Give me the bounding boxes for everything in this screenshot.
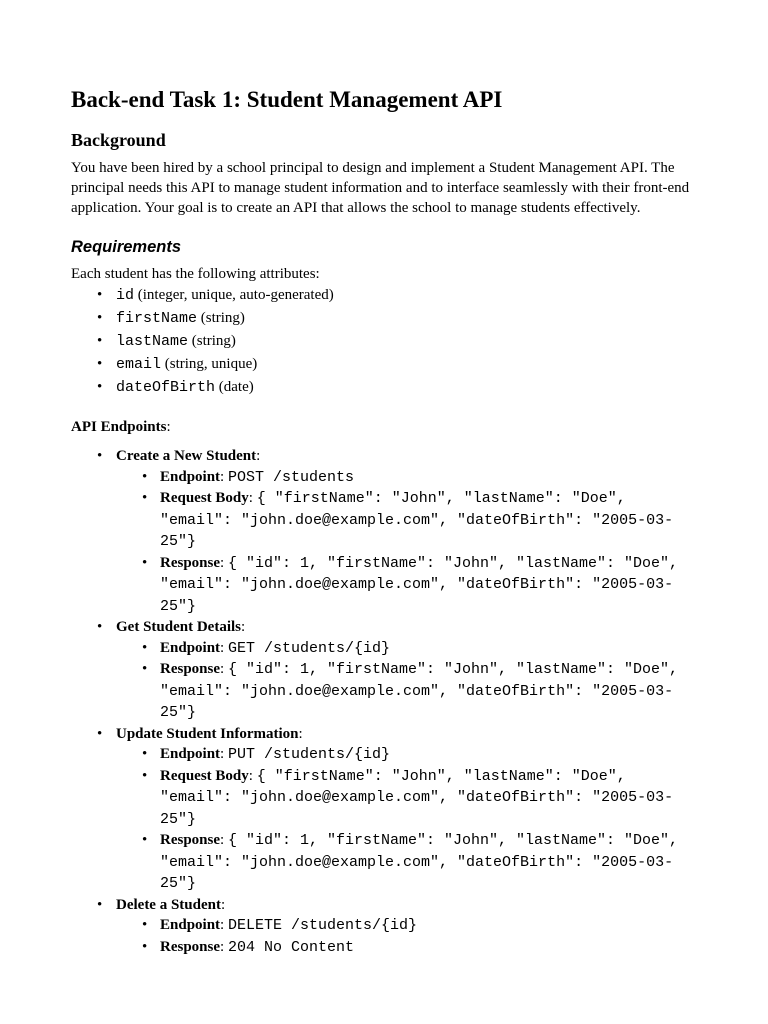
detail-colon: :	[248, 767, 253, 784]
requirements-heading: Requirements	[71, 238, 182, 256]
attribute-name: firstName	[116, 310, 198, 327]
endpoint-detail-list	[116, 638, 701, 724]
endpoint-title-colon: :	[298, 725, 303, 742]
bullet-icon: •	[97, 287, 103, 303]
background-heading: Background	[71, 130, 166, 150]
detail-colon: :	[220, 917, 225, 933]
attribute-desc: (string, unique)	[161, 356, 258, 372]
endpoint-title: Create a New Student	[116, 448, 257, 464]
detail-label: Request Body	[160, 490, 249, 506]
attribute-item	[71, 307, 701, 330]
api-endpoints-heading	[71, 417, 701, 437]
endpoint-detail-item	[116, 744, 680, 766]
detail-label: Endpoint	[160, 639, 221, 656]
bullet-icon: •	[142, 661, 148, 677]
detail-value: { "id": 1, "firstName": "John", "lastName": "Doe", "email": "john.doe@example.com", "dateOfBirth": "2005-03-25"}	[160, 661, 679, 721]
detail-colon: :	[220, 832, 225, 848]
bullet-icon: •	[97, 896, 103, 913]
bullet-icon: •	[97, 379, 103, 395]
bullet-icon: •	[142, 468, 148, 485]
endpoint-title: Delete a Student	[116, 896, 221, 913]
detail-value: { "id": 1, "firstName": "John", "lastName": "Doe", "email": "john.doe@example.com", "dateOfBirth": "2005-03-25"}	[160, 832, 679, 892]
detail-value: PUT /students/{id}	[227, 746, 390, 763]
detail-value: GET /students/{id}	[227, 639, 390, 657]
detail-value: { "id": 1, "firstName": "John", "lastName": "Doe", "email": "john.doe@example.com", "dateOfBirth": "2005-03-25"}	[160, 554, 679, 615]
attribute-item	[71, 284, 701, 307]
bullet-icon: •	[142, 554, 148, 571]
attribute-desc: (string)	[188, 333, 236, 349]
api-endpoints-colon: :	[166, 419, 171, 435]
detail-colon: :	[220, 468, 225, 485]
endpoint-detail-item	[116, 937, 680, 959]
attribute-item	[71, 376, 701, 399]
attribute-desc: (integer, unique, auto-generated)	[134, 287, 334, 303]
endpoint-item	[71, 446, 701, 617]
document-page	[71, 80, 701, 958]
detail-value: { "firstName": "John", "lastName": "Doe", "email": "john.doe@example.com", "dateOfBirth": "2005-03-25"}	[160, 767, 674, 828]
endpoint-detail-item	[116, 488, 680, 553]
detail-value: { "firstName": "John", "lastName": "Doe", "email": "john.doe@example.com", "dateOfBirth": "2005-03-25"}	[160, 490, 674, 550]
endpoint-detail-list	[116, 467, 701, 618]
endpoint-detail-item	[116, 915, 680, 937]
detail-label: Response	[160, 554, 221, 571]
detail-label: Endpoint	[160, 917, 221, 933]
attribute-item	[71, 353, 701, 376]
detail-label: Response	[160, 661, 221, 677]
endpoint-title-colon: :	[256, 448, 261, 464]
bullet-icon: •	[142, 938, 148, 955]
endpoint-detail-item	[116, 553, 680, 618]
endpoint-item	[71, 617, 701, 724]
detail-label: Request Body	[160, 767, 249, 784]
attribute-item	[71, 330, 701, 353]
endpoint-title: Update Student Information	[116, 725, 299, 742]
endpoint-detail-list	[116, 744, 701, 895]
attributes-intro: Each student has the following attributes:	[71, 266, 320, 282]
endpoint-detail-item	[116, 659, 680, 724]
bullet-icon: •	[97, 619, 103, 635]
detail-colon: :	[220, 554, 225, 571]
attribute-name: email	[116, 356, 162, 373]
attribute-list	[71, 284, 701, 399]
endpoint-detail-item	[116, 830, 680, 895]
bullet-icon: •	[97, 310, 103, 326]
detail-colon: :	[220, 746, 225, 762]
bullet-icon: •	[142, 767, 148, 784]
endpoint-list	[71, 446, 701, 958]
bullet-icon: •	[142, 490, 148, 506]
detail-value: DELETE /students/{id}	[227, 917, 417, 934]
endpoint-item	[71, 895, 701, 959]
detail-label: Response	[160, 832, 221, 848]
bullet-icon: •	[97, 448, 103, 464]
detail-label: Response	[160, 938, 221, 955]
detail-colon: :	[220, 661, 225, 677]
detail-colon: :	[220, 639, 225, 656]
endpoint-detail-item	[116, 766, 680, 831]
detail-label: Endpoint	[160, 746, 221, 762]
endpoint-title-colon: :	[221, 896, 226, 913]
bullet-icon: •	[97, 725, 103, 742]
detail-colon: :	[220, 938, 225, 955]
page-title: Back-end Task 1: Student Management API	[71, 87, 503, 112]
attribute-desc: (string)	[197, 310, 245, 326]
detail-colon: :	[248, 490, 253, 506]
bullet-icon: •	[97, 356, 103, 372]
api-endpoints-label: API Endpoints	[71, 419, 167, 435]
attribute-name: id	[116, 287, 135, 304]
bullet-icon: •	[142, 832, 148, 848]
bullet-icon: •	[142, 917, 148, 933]
detail-value: 204 No Content	[227, 938, 354, 956]
endpoint-item	[71, 724, 701, 895]
detail-label: Endpoint	[160, 468, 221, 485]
endpoint-title: Get Student Details	[116, 619, 241, 635]
attribute-name: lastName	[116, 333, 189, 350]
endpoint-title-colon: :	[241, 619, 246, 635]
endpoint-detail-item	[116, 467, 680, 489]
endpoint-detail-list	[116, 915, 701, 958]
detail-value: POST /students	[227, 468, 354, 486]
attribute-desc: (date)	[215, 379, 254, 395]
bullet-icon: •	[142, 746, 148, 762]
attribute-name: dateOfBirth	[116, 379, 216, 396]
bullet-icon: •	[97, 333, 103, 349]
endpoint-detail-item	[116, 638, 680, 660]
bullet-icon: •	[142, 639, 148, 656]
background-text: You have been hired by a school principal to design and implement a Student Management API. The principal needs this API to manage student information and to interface seamlessly with their front-end application. Your goal is to create an API that allows the school to manage students effectively.	[71, 160, 690, 216]
